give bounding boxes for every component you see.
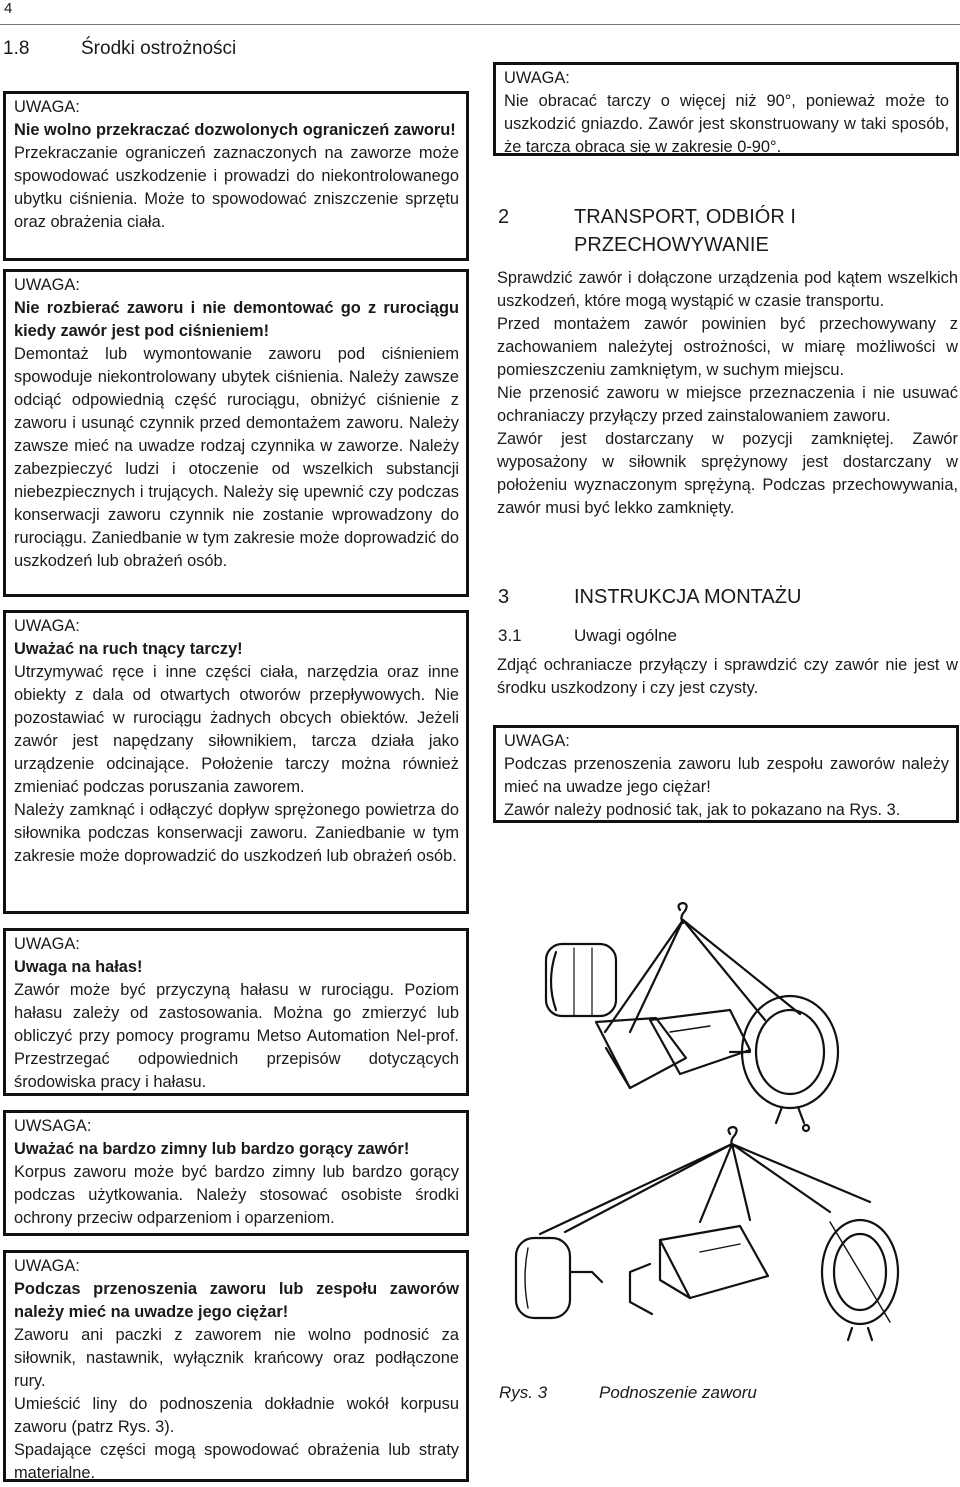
paragraph: Zdjąć ochraniacze przyłączy i sprawdzić czy zawór nie jest w środku uszkodzony i czy jest czysty. bbox=[497, 656, 958, 697]
warning-text: Korpus zaworu może być bardzo zimny lub bardzo gorący podczas użytkowania. Należy stosować osobiste środki ochrony przeciw odparzeniom i oparzeniom. bbox=[14, 1163, 459, 1227]
section-2-heading bbox=[498, 203, 958, 259]
warning-box-limits bbox=[3, 91, 469, 261]
warning-text: Demontaż lub wymontowanie zaworu pod ciśnieniem spowoduje niekontrolowany ubytek ciśnienia. Należy zawsze odciąć odpowiednią część rurociągu, obniżyć ciśnienie z zaworu i usunąć czynnik przed demontażem zaworu. Należy zawsze mieć na uwadze rodzaj czynnika w zaworze. Należy zabezpieczyć ludzi i otoczenie od wszelkich substancji niebezpiecznych i trujących. Należy się upewnić czy podczas konserwacji zaworu czynnik nie zostanie wprowadzony do rurociągu. Zaniedbanie w tym zakresie może doprowadzić do uszkodzeń lub obrażeń osób. bbox=[14, 345, 459, 570]
warning-label: UWAGA: bbox=[14, 276, 80, 294]
warning-label: UWSAGA: bbox=[14, 1117, 92, 1135]
lifting-illustration-bottom bbox=[516, 1127, 898, 1340]
paragraph: Sprawdzić zawór i dołączone urządzenia pod kątem wszelkich uszkodzeń, które mogą wystąpić w czasie transportu. bbox=[497, 269, 958, 310]
section-2-body bbox=[497, 267, 958, 520]
section-heading bbox=[3, 38, 236, 60]
section-title: Środki ostrożności bbox=[81, 38, 237, 59]
warning-label: UWAGA: bbox=[14, 935, 80, 953]
warning-text: Podczas przenoszenia zaworu lub zespołu zaworów należy mieć na uwadze jego ciężar! bbox=[504, 755, 949, 796]
warning-text: Nie obracać tarczy o więcej niż 90°, ponieważ może to uszkodzić gniazdo. Zawór jest skonstruowany w taki sposób, że tarcza obraca się w zakresie 0-90°. bbox=[504, 92, 949, 156]
warning-text: Zaworu ani paczki z zaworem nie wolno podnosić za siłownik, nastawnik, wyłącznik krańcowy oraz podłączone rury. bbox=[14, 1326, 459, 1390]
warning-text: Umieścić liny do podnoszenia dokładnie wokół korpusu zaworu (patrz Rys. 3). bbox=[14, 1395, 459, 1436]
subsection-3-1-heading bbox=[498, 624, 677, 647]
warning-text: Utrzymywać ręce i inne części ciała, narzędzia oraz inne obiekty z dala od otwartych otworów przepływowych. Nie pozostawiać w rurociągu żadnych obcych obiektów. Jeżeli zawór jest napędzany siłownikiem, tarcza działa jako urządzenie odcinające. Położenie tarczy można również zmieniać podczas poruszania zaworem. bbox=[14, 663, 459, 796]
warning-text: Spadające części mogą spowodować obrażenia lub straty materialne. bbox=[14, 1441, 459, 1482]
warning-label: UWAGA: bbox=[504, 732, 570, 750]
header-rule bbox=[0, 24, 960, 25]
section-2-title-line1: TRANSPORT, ODBIÓR I bbox=[574, 206, 796, 228]
section-3-body bbox=[497, 654, 958, 700]
warning-heading: Nie wolno przekraczać dozwolonych ograniczeń zaworu! bbox=[14, 121, 456, 139]
section-number: 1.8 bbox=[3, 38, 30, 59]
paragraph: Nie przenosić zaworu w miejsce przeznaczenia i nie usuwać ochraniaczy przyłączy przed zainstalowaniem zaworu. bbox=[497, 384, 958, 425]
subsection-number: 3.1 bbox=[498, 626, 522, 645]
warning-heading: Podczas przenoszenia zaworu lub zespołu zaworów należy mieć na uwadze jego ciężar! bbox=[14, 1280, 459, 1321]
warning-heading: Uwaga na hałas! bbox=[14, 958, 143, 976]
section-2-number: 2 bbox=[498, 206, 510, 228]
warning-box-disc bbox=[3, 610, 469, 914]
section-3-title: INSTRUKCJA MONTAŻU bbox=[574, 586, 802, 608]
warning-label: UWAGA: bbox=[14, 617, 80, 635]
lifting-illustration-top bbox=[546, 903, 838, 1131]
warning-label: UWAGA: bbox=[504, 69, 570, 87]
paragraph: Przed montażem zawór powinien być przechowywany z zachowaniem należytej ostrożności, w miarę możliwości w pomieszczeniu zamkniętym, w suchym miejscu. bbox=[497, 315, 958, 379]
section-2-title-line2: PRZECHOWYWANIE bbox=[574, 234, 769, 256]
warning-box-temperature bbox=[3, 1110, 469, 1236]
subsection-title: Uwagi ogólne bbox=[574, 626, 678, 645]
warning-text: Przekraczanie ograniczeń zaznaczonych na zaworze może spowodować uszkodzenie i prowadzi do niekontrolowanego ubytku ciśnienia. Może to spowodować zniszczenie sprzętu oraz obrażenia ciała. bbox=[14, 144, 459, 231]
section-3-number: 3 bbox=[498, 586, 510, 608]
paragraph: Zawór jest dostarczany w pozycji zamkniętej. Zawór wyposażony w siłownik sprężynowy jest dostarczany w położeniu wyznaczonym sprężyną. Podczas przechowywania, zawór musi być lekko zamknięty. bbox=[497, 430, 958, 517]
warning-box-rotation bbox=[493, 62, 959, 156]
warning-heading: Uważać na bardzo zimny lub bardzo gorący zawór! bbox=[14, 1140, 410, 1158]
section-3-heading bbox=[498, 583, 958, 611]
warning-text: Należy zamknąć i odłączyć dopływ sprężonego powietrza do siłownika podczas konserwacji zaworu. Zaniedbanie w tym zakresie może doprowadzić do uszkodzeń lub obrażeń osób. bbox=[14, 801, 459, 865]
warning-box-noise bbox=[3, 928, 469, 1096]
warning-heading: Nie rozbierać zaworu i nie demontować go z rurociągu kiedy zawór jest pod ciśnieniem! bbox=[14, 299, 459, 340]
warning-text: Zawór może być przyczyną hałasu w rurociągu. Poziom hałasu zależy od zastosowania. Można go zmierzyć lub obliczyć przy pomocy programu Metso Automation Nel-prof. Przestrzegać odpowiednich przepisów dotyczących środowiska pracy i hałasu. bbox=[14, 981, 459, 1091]
warning-heading: Uważać na ruch tnący tarczy! bbox=[14, 640, 243, 658]
warning-box-pressure bbox=[3, 269, 469, 597]
lifting-figure bbox=[500, 902, 960, 1362]
warning-text: Zawór należy podnosić tak, jak to pokazano na Rys. 3. bbox=[504, 801, 901, 819]
warning-label: UWAGA: bbox=[14, 1257, 80, 1275]
figure-caption bbox=[499, 1383, 757, 1403]
figure-caption-text: Podnoszenie zaworu bbox=[599, 1383, 757, 1402]
warning-box-lifting bbox=[493, 725, 959, 823]
warning-box-weight bbox=[3, 1250, 469, 1482]
page-number: 4 bbox=[4, 0, 13, 17]
warning-label: UWAGA: bbox=[14, 98, 80, 116]
figure-number: Rys. 3 bbox=[499, 1383, 548, 1402]
